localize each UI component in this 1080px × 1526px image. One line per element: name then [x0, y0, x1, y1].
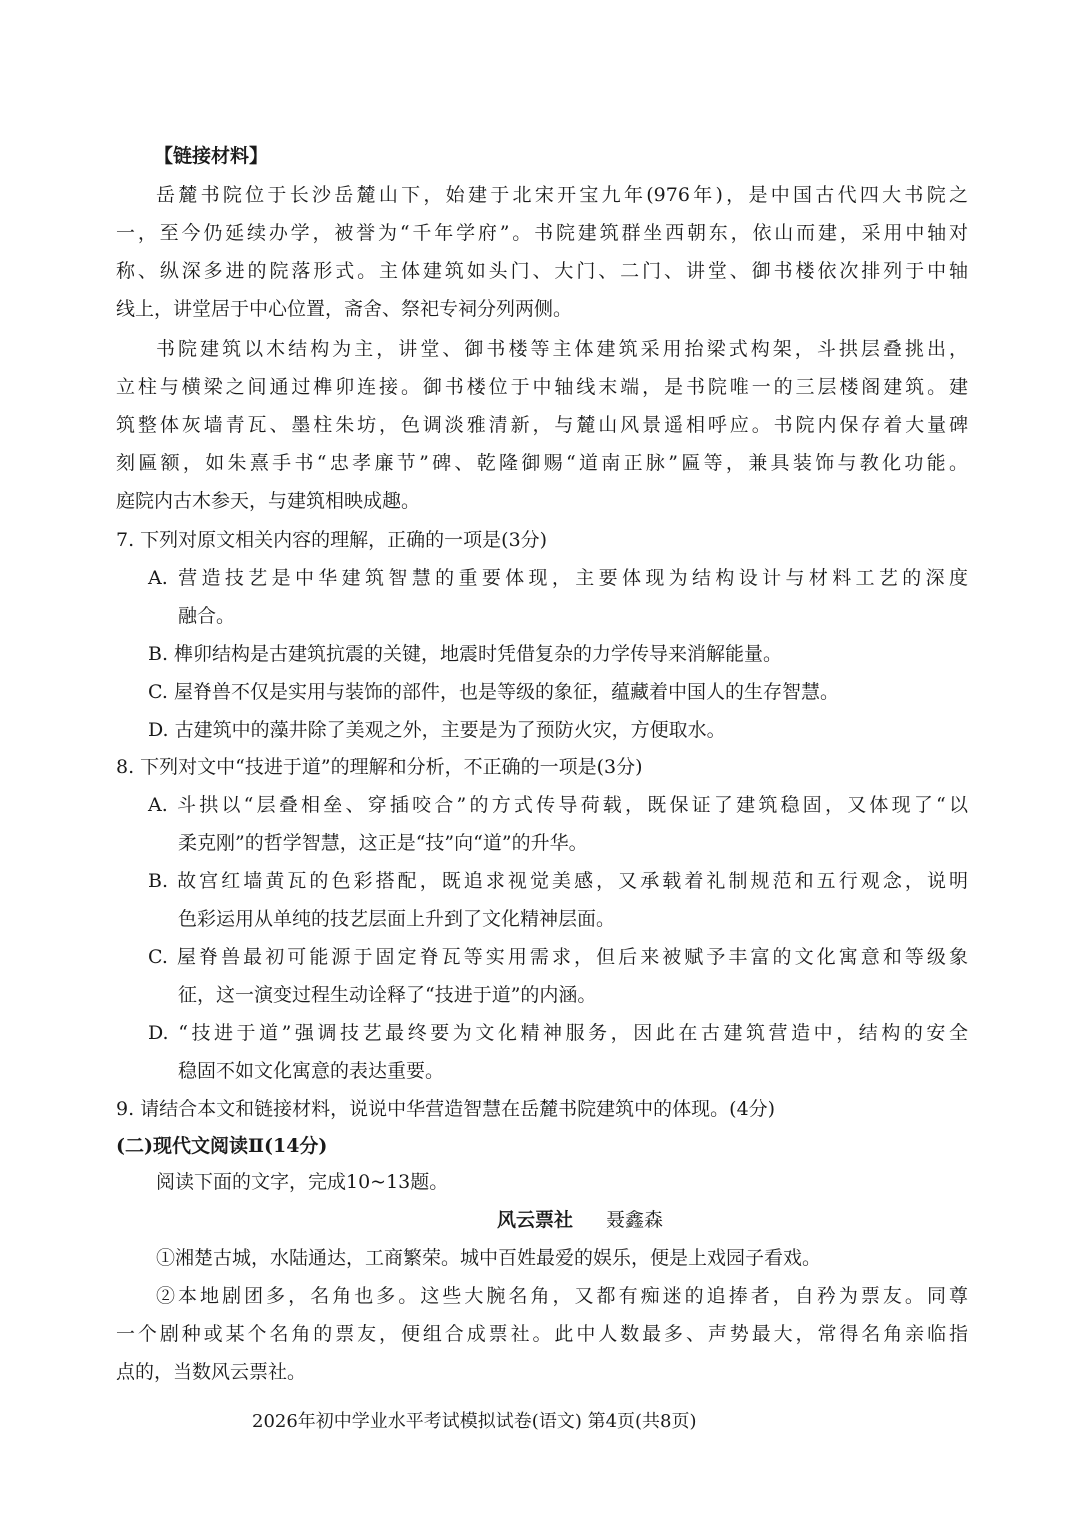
link-p2-line-3: 筑整体灰墙青瓦、墨柱朱坊，色调淡雅清新，与麓山风景遥相呼应。书院内保存着大量碑 [116, 414, 968, 436]
q7-option-a-line-1: A. 营造技艺是中华建筑智慧的重要体现，主要体现为结构设计与材料工艺的深度 [148, 567, 968, 589]
link-p1-line-2: 一，至今仍延续办学，被誉为“千年学府”。书院建筑群坐西朝东，依山而建，采用中轴对 [116, 222, 968, 244]
story-title: 风云票社 [497, 1209, 574, 1231]
q7-stem: 7. 下列对原文相关内容的理解，正确的一项是(3分) [116, 529, 548, 551]
link-material-heading: 【链接材料】 [154, 145, 269, 167]
section2-heading: (二)现代文阅读Ⅱ(14分) [116, 1135, 328, 1157]
q8-option-c-line-1: C. 屋脊兽最初可能源于固定脊瓦等实用需求，但后来被赋予丰富的文化寓意和等级象 [148, 946, 968, 968]
q7-option-a-line-2: 融合。 [178, 605, 236, 627]
story-para1: ①湘楚古城，水陆通达，工商繁荣。城中百姓最爱的娱乐，便是上戏园子看戏。 [156, 1247, 822, 1269]
link-p1-line-4: 线上，讲堂居于中心位置，斋舍、祭祀专祠分列两侧。 [116, 298, 573, 320]
link-p1-line-1: 岳麓书院位于长沙岳麓山下，始建于北宋开宝九年(976年)，是中国古代四大书院之 [156, 184, 968, 206]
q8-option-b-line-1: B. 故宫红墙黄瓦的色彩搭配，既追求视觉美感，又承载着礼制规范和五行观念，说明 [148, 870, 968, 892]
q7-option-d: D. 古建筑中的藻井除了美观之外，主要是为了预防火灾，方便取水。 [148, 719, 726, 741]
q7-option-b: B. 榫卯结构是古建筑抗震的关键，地震时凭借复杂的力学传导来消解能量。 [148, 643, 783, 665]
link-p2-line-4: 刻匾额，如朱熹手书“忠孝廉节”碑、乾隆御赐“道南正脉”匾等，兼具装饰与教化功能。 [116, 452, 968, 474]
link-p1-line-3: 称、纵深多进的院落形式。主体建筑如头门、大门、二门、讲堂、御书楼依次排列于中轴 [116, 260, 968, 282]
q8-option-d-line-2: 稳固不如文化寓意的表达重要。 [178, 1060, 445, 1082]
q7-option-c: C. 屋脊兽不仅是实用与装饰的部件，也是等级的象征，蕴藏着中国人的生存智慧。 [148, 681, 839, 703]
q8-option-a-line-1: A. 斗拱以“层叠相垒、穿插咬合”的方式传导荷载，既保证了建筑稳固，又体现了“以 [148, 794, 968, 816]
link-p2-line-1: 书院建筑以木结构为主，讲堂、御书楼等主体建筑采用抬梁式构架，斗拱层叠挑出， [156, 338, 968, 360]
story-para2-line-2: 一个剧种或某个名角的票友，便组合成票社。此中人数最多、声势最大，常得名角亲临指 [116, 1323, 968, 1345]
q8-stem: 8. 下列对文中“技进于道”的理解和分析，不正确的一项是(3分) [116, 756, 643, 778]
story-para2-line-1: ②本地剧团多，名角也多。这些大腕名角，又都有痴迷的追捧者，自矜为票友。同尊 [156, 1285, 968, 1307]
link-p2-line-2: 立柱与横梁之间通过榫卯连接。御书楼位于中轴线末端，是书院唯一的三层楼阁建筑。建 [116, 376, 968, 398]
q8-option-c-line-2: 征，这一演变过程生动诠释了“技进于道”的内涵。 [178, 984, 597, 1006]
q9-stem: 9. 请结合本文和链接材料，说说中华营造智慧在岳麓书院建筑中的体现。(4分) [116, 1098, 776, 1120]
story-author: 聂鑫森 [606, 1209, 664, 1231]
section2-instruction: 阅读下面的文字，完成10~13题。 [156, 1171, 449, 1193]
link-p2-line-5: 庭院内古木参天，与建筑相映成趣。 [116, 490, 421, 512]
q8-option-b-line-2: 色彩运用从单纯的技艺层面上升到了文化精神层面。 [178, 908, 616, 930]
q8-option-a-line-2: 柔克刚”的哲学智慧，这正是“技”向“道”的升华。 [178, 832, 588, 854]
story-para2-line-3: 点的，当数风云票社。 [116, 1361, 307, 1383]
q8-option-d-line-1: D. “技进于道”强调技艺最终要为文化精神服务，因此在古建筑营造中，结构的安全 [148, 1022, 968, 1044]
page-footer: 2026年初中学业水平考试模拟试卷(语文) 第4页(共8页) [252, 1411, 697, 1432]
